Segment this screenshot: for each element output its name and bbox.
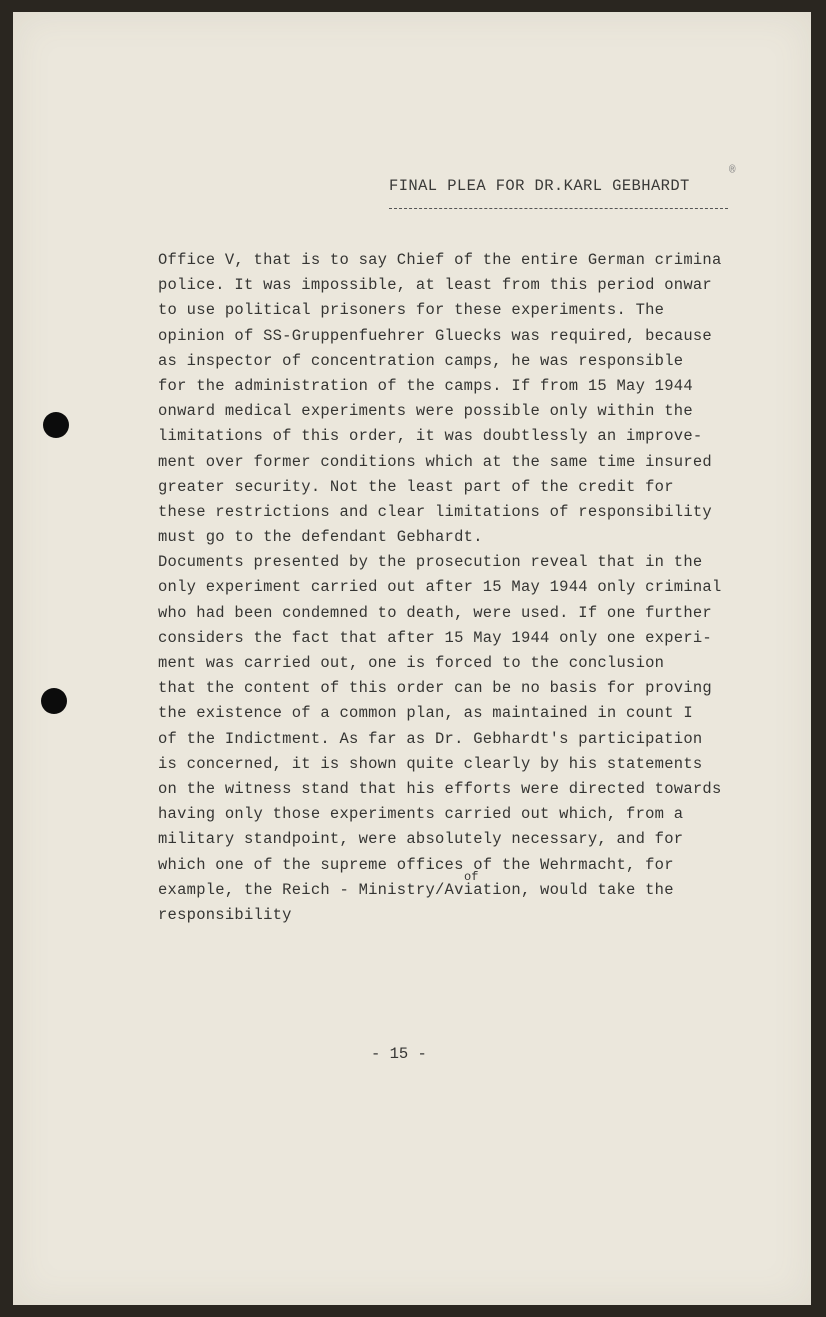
- text-line: for the administration of the camps. If from 15 May 1944: [158, 376, 693, 395]
- text-line: opinion of SS-Gruppenfuehrer Gluecks was required, because: [158, 326, 712, 345]
- text-line: Office V, that is to say Chief of the entire German crimina: [158, 251, 722, 269]
- document-page: [13, 12, 811, 1305]
- text-line: police. It was impossible, at least from this period onwar: [158, 276, 712, 295]
- text-line: onward medical experiments were possible only within the: [158, 402, 693, 421]
- text-line: who had been condemned to death, were used. If one further: [158, 603, 712, 622]
- text-line: that the content of this order can be no basis for proving: [158, 679, 712, 698]
- text-line: only experiment carried out after 15 May 1944 only criminal: [158, 578, 722, 597]
- text-line: considers the fact that after 15 May 1944 only one experi-: [158, 628, 712, 647]
- inserted-word: of: [464, 870, 479, 884]
- text-line: example, the Reich - Ministry/Aviation, would take the: [158, 880, 674, 899]
- header-underline: [389, 208, 728, 209]
- text-line: the existence of a common plan, as maintained in count I: [158, 704, 693, 723]
- text-line: responsibility: [158, 905, 292, 924]
- text-line: military standpoint, were absolutely necessary, and for: [158, 830, 684, 849]
- text-line: having only those experiments carried out which, from a: [158, 805, 684, 824]
- text-line: to use political prisoners for these experiments. The: [158, 301, 665, 320]
- text-line: ment was carried out, one is forced to the conclusion: [158, 654, 665, 672]
- text-line: of the Indictment. As far as Dr. Gebhardt's participation: [158, 729, 703, 748]
- text-line: as inspector of concentration camps, he was responsible: [158, 351, 684, 370]
- punch-hole-bottom: [41, 688, 67, 714]
- text-line: greater security. Not the least part of the credit for: [158, 477, 674, 496]
- body-text: [158, 248, 768, 928]
- text-line: on the witness stand that his efforts were directed towards: [158, 779, 722, 798]
- punch-hole-top: [43, 412, 69, 438]
- text-line: Documents presented by the prosecution reveal that in the: [158, 553, 703, 572]
- text-line: is concerned, it is shown quite clearly by his statements: [158, 754, 703, 773]
- page-header-title: FINAL PLEA FOR DR.KARL GEBHARDT: [389, 177, 690, 195]
- text-line: must go to the defendant Gebhardt.: [158, 528, 483, 547]
- text-line: limitations of this order, it was doubtlessly an improve-: [158, 427, 703, 446]
- text-line: ment over former conditions which at the same time insured: [158, 452, 712, 471]
- text-line: these restrictions and clear limitations of responsibility: [158, 502, 712, 521]
- text-line: which one of the supreme offices of the Wehrmacht, for: [158, 855, 674, 874]
- page-number: - 15 -: [371, 1045, 427, 1063]
- corner-mark: ®: [729, 165, 736, 177]
